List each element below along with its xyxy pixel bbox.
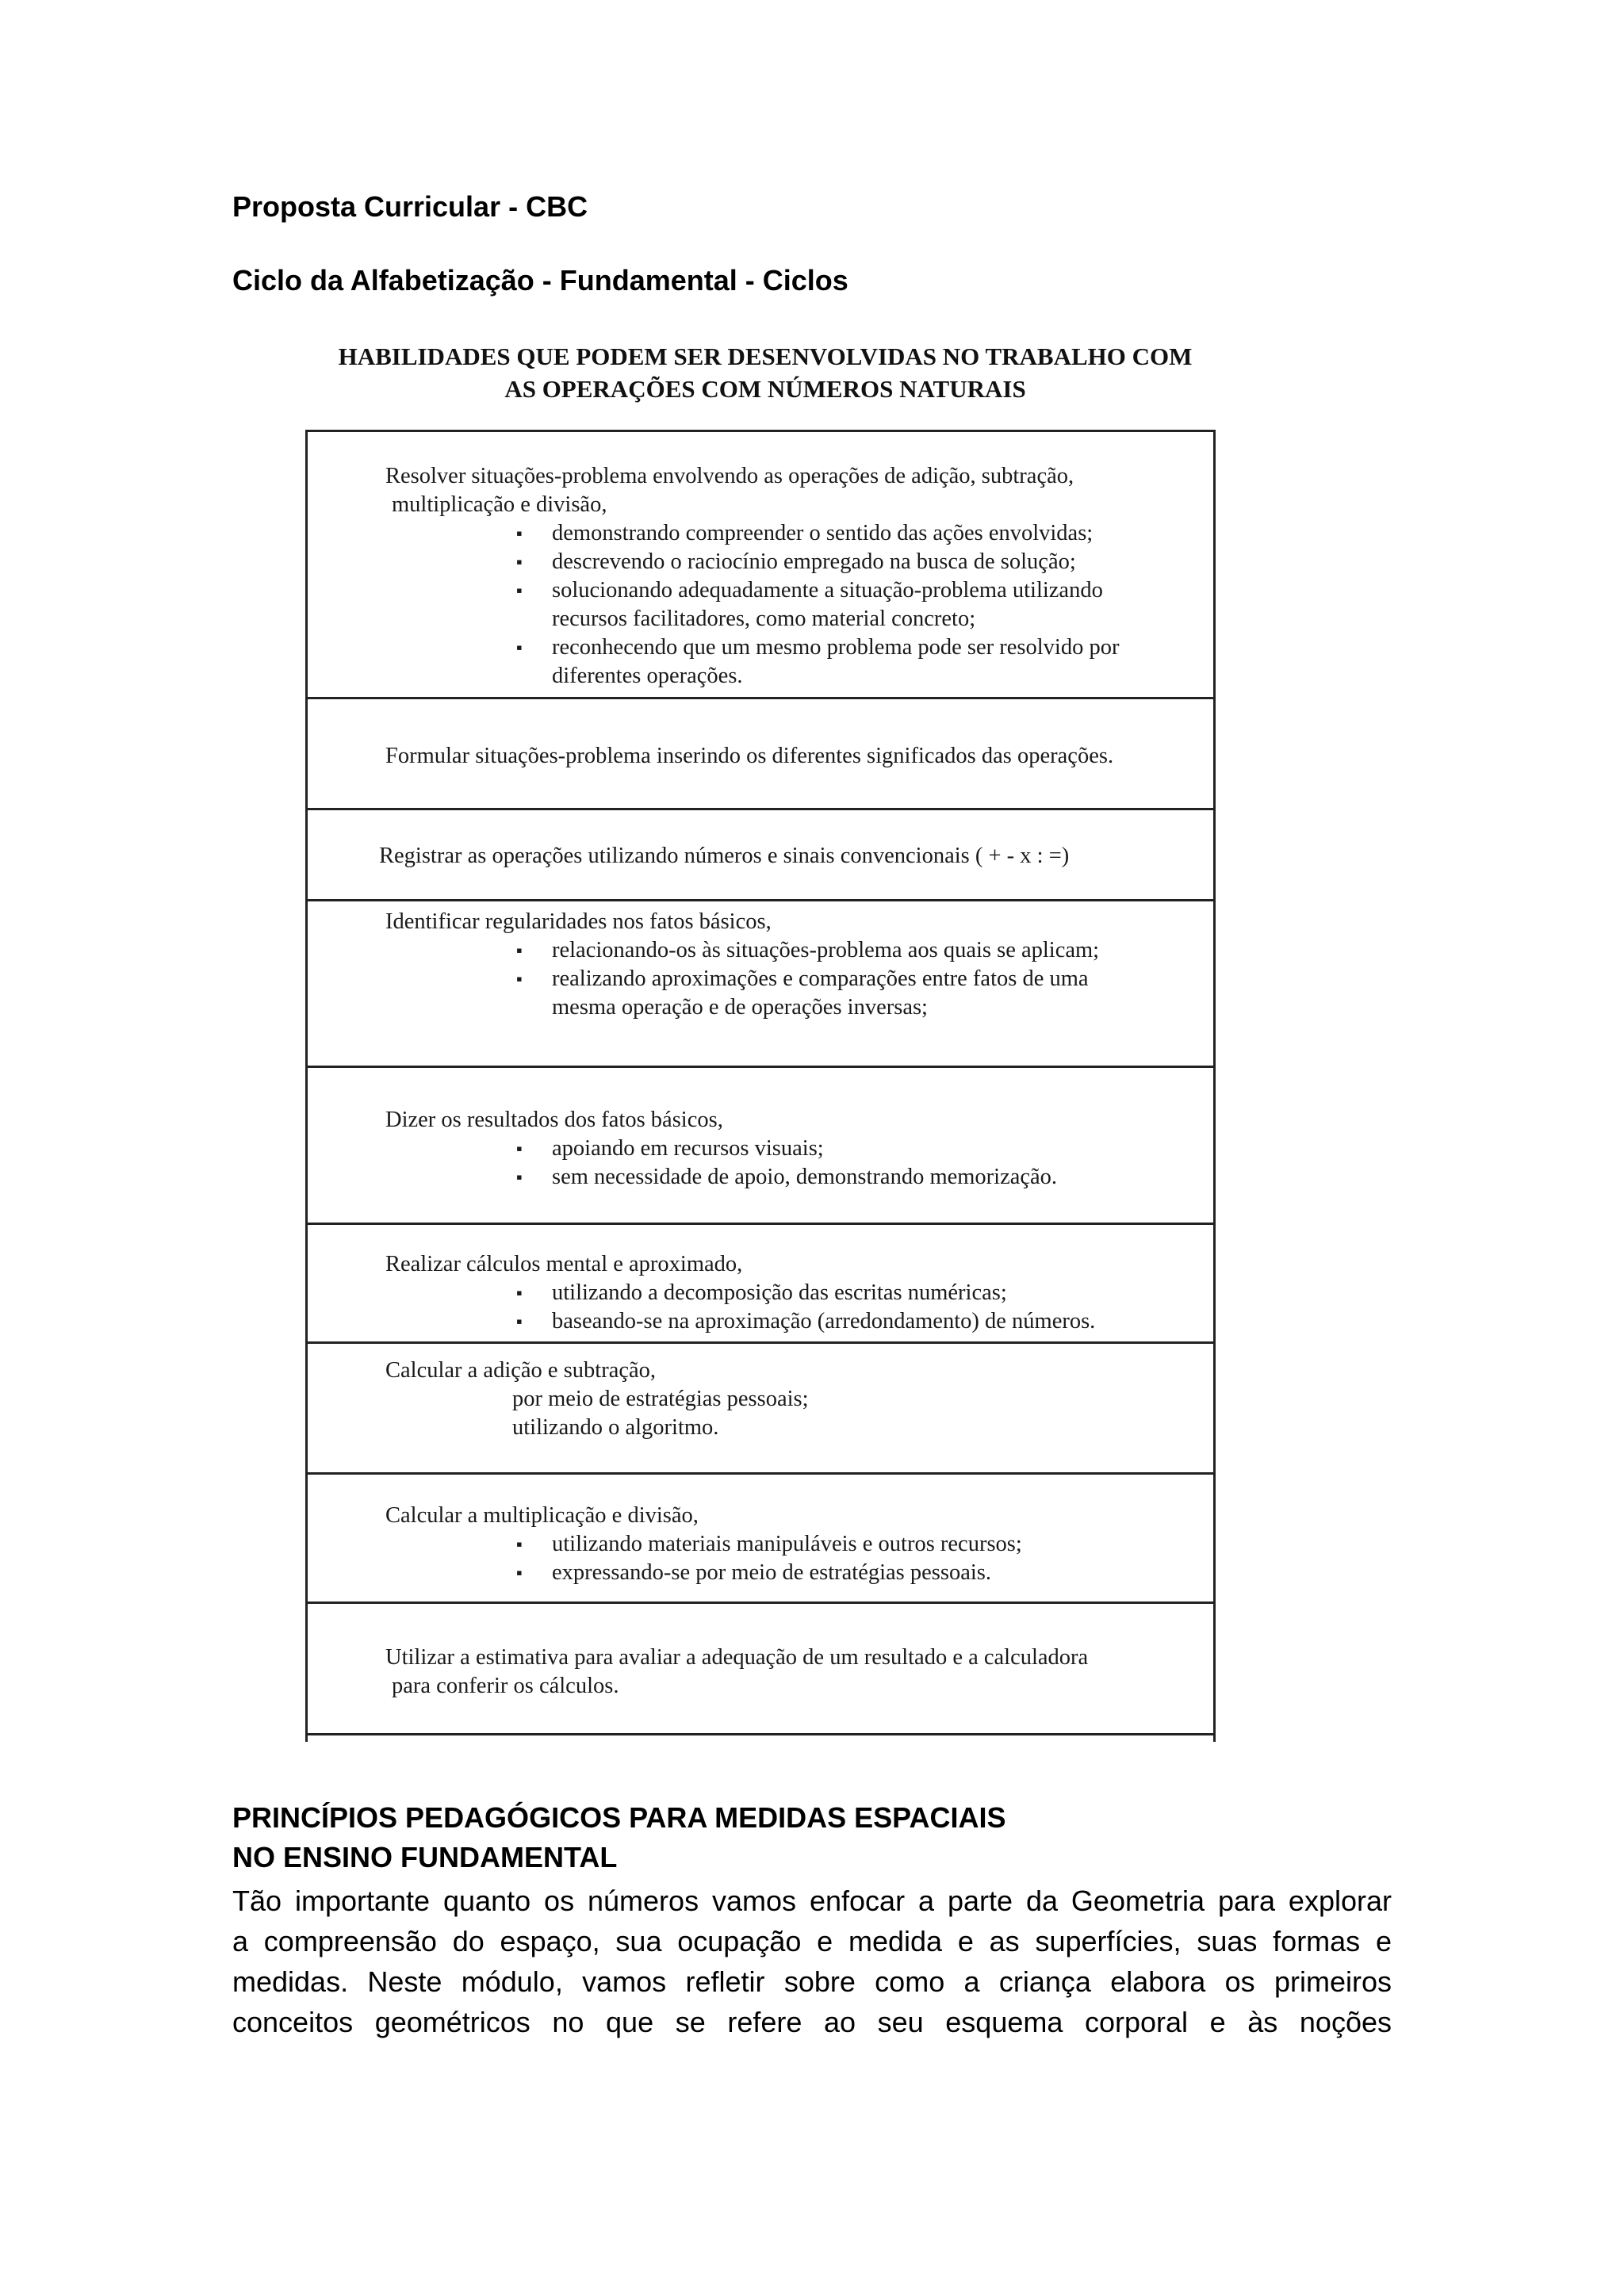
- square-bullet-icon: ▪: [516, 637, 523, 657]
- square-bullet-icon: ▪: [516, 969, 523, 989]
- skill-subitem-text: diferentes operações.: [552, 664, 743, 688]
- section-body: [232, 1881, 1392, 2042]
- body-line: a compreensão do espaço, sua ocupação e medida e as superfícies, suas formas e: [232, 1925, 1392, 1957]
- skill-row: [308, 1604, 1213, 1735]
- square-bullet-icon: ▪: [516, 1167, 523, 1187]
- section-heading-line-2: NO ENSINO FUNDAMENTAL: [232, 1841, 618, 1873]
- skill-row: [308, 1344, 1213, 1475]
- skill-subitem: [385, 1279, 1189, 1307]
- skill-subitem-text: relacionando-os às situações-problema aos quais se aplicam;: [552, 938, 1100, 962]
- square-bullet-icon: ▪: [516, 1283, 523, 1303]
- skill-sublist: [385, 519, 1189, 691]
- skill-subitem: [385, 1530, 1189, 1559]
- skill-text: Formular situações-problema inserindo os diferentes significados das operações.: [385, 744, 1114, 768]
- skill-text: para conferir os cálculos.: [392, 1674, 619, 1698]
- document-title: Proposta Curricular - CBC: [232, 190, 588, 223]
- skill-text: Identificar regularidades nos fatos básicos,: [385, 909, 772, 934]
- square-bullet-icon: ▪: [516, 523, 523, 543]
- table-edge: [305, 1734, 1216, 1742]
- skill-subitem-text: apoiando em recursos visuais;: [552, 1136, 824, 1161]
- skill-subitem-text: solucionando adequadamente a situação-problema utilizando: [552, 578, 1103, 603]
- skill-row: [308, 1068, 1213, 1225]
- skill-subitem-text: expressando-se por meio de estratégias pessoais.: [552, 1560, 991, 1585]
- skill-text: Resolver situações-problema envolvendo as operações de adição, subtração,: [385, 464, 1074, 488]
- skill-subitem-text: demonstrando compreender o sentido das ações envolvidas;: [552, 521, 1094, 545]
- skill-subitem: [385, 548, 1189, 576]
- skill-text: multiplicação e divisão,: [392, 492, 607, 517]
- skill-text: Utilizar a estimativa para avaliar a adequação de um resultado e a calculadora: [385, 1645, 1089, 1670]
- skill-row: [308, 432, 1213, 699]
- skill-subitem-text: utilizando a decomposição das escritas numéricas;: [552, 1280, 1007, 1305]
- skill-subitem: [385, 633, 1189, 662]
- skill-subitem: [385, 662, 1189, 691]
- section-heading-line-1: PRINCÍPIOS PEDAGÓGICOS PARA MEDIDAS ESPACIAIS: [232, 1801, 1006, 1834]
- skill-text: Dizer os resultados dos fatos básicos,: [385, 1108, 723, 1132]
- skill-sublist: [385, 936, 1189, 1022]
- skill-row: [308, 699, 1213, 810]
- skill-row: [308, 810, 1213, 901]
- skill-text: Calcular a adição e subtração,: [385, 1358, 657, 1383]
- skill-text: Registrar as operações utilizando números e sinais convencionais ( + - x : =): [379, 844, 1070, 868]
- table-title-line-2: AS OPERAÇÕES COM NÚMEROS NATURAIS: [504, 374, 1026, 403]
- body-line: medidas. Neste módulo, vamos refletir sobre como a criança elabora os primeiros: [232, 1965, 1392, 1998]
- skill-subitem: [385, 1559, 1189, 1587]
- skill-subitem: [385, 576, 1189, 605]
- square-bullet-icon: ▪: [516, 580, 523, 600]
- skill-subitem: [385, 936, 1189, 965]
- skill-subitem: [385, 1163, 1189, 1192]
- skill-row: [308, 1475, 1213, 1604]
- skill-subitem-text: mesma operação e de operações inversas;: [552, 995, 928, 1020]
- skill-subitem-text: reconhecendo que um mesmo problema pode ser resolvido por: [552, 635, 1120, 660]
- skill-row: [308, 1225, 1213, 1344]
- skill-subitem-text: baseando-se na aproximação (arredondamento) de números.: [552, 1309, 1096, 1334]
- square-bullet-icon: ▪: [516, 1534, 523, 1554]
- skill-subitem-text: descrevendo o raciocínio empregado na busca de solução;: [552, 549, 1076, 574]
- skill-row: [308, 901, 1213, 1068]
- skill-text: Calcular a multiplicação e divisão,: [385, 1503, 699, 1528]
- skill-subitem: por meio de estratégias pessoais;: [512, 1387, 809, 1411]
- square-bullet-icon: ▪: [516, 1311, 523, 1331]
- square-bullet-icon: ▪: [516, 552, 523, 572]
- square-bullet-icon: ▪: [516, 1138, 523, 1158]
- skill-sublist: [385, 1530, 1189, 1587]
- document-subtitle: Ciclo da Alfabetização - Fundamental - Ciclos: [232, 264, 848, 297]
- skill-subitem: [385, 965, 1189, 993]
- skill-text: Realizar cálculos mental e aproximado,: [385, 1252, 743, 1276]
- square-bullet-icon: ▪: [516, 1563, 523, 1582]
- skill-subitem: [385, 1135, 1189, 1163]
- skill-subitem: [385, 519, 1189, 548]
- skill-subitem-text: sem necessidade de apoio, demonstrando memorização.: [552, 1165, 1058, 1189]
- skill-sublist: [385, 1279, 1189, 1336]
- skill-subitem-text: realizando aproximações e comparações entre fatos de uma: [552, 966, 1089, 991]
- skill-subitem: [385, 605, 1189, 633]
- body-line: conceitos geométricos no que se refere ao seu esquema corporal e às noções: [232, 2006, 1392, 2038]
- skill-subitem-text: recursos facilitadores, como material concreto;: [552, 607, 976, 631]
- skill-subitem: [385, 1307, 1189, 1336]
- skills-table: [305, 430, 1216, 1735]
- skill-sublist: [385, 1135, 1189, 1192]
- skill-subitem: [385, 993, 1189, 1022]
- table-title: [301, 341, 1229, 406]
- skill-subitem: utilizando o algoritmo.: [512, 1415, 719, 1440]
- body-line: Tão importante quanto os números vamos enfocar a parte da Geometria para explorar: [232, 1885, 1392, 1917]
- square-bullet-icon: ▪: [516, 940, 523, 960]
- table-title-line-1: HABILIDADES QUE PODEM SER DESENVOLVIDAS NO TRABALHO COM: [338, 342, 1193, 370]
- skill-subitem-text: utilizando materiais manipuláveis e outros recursos;: [552, 1532, 1022, 1556]
